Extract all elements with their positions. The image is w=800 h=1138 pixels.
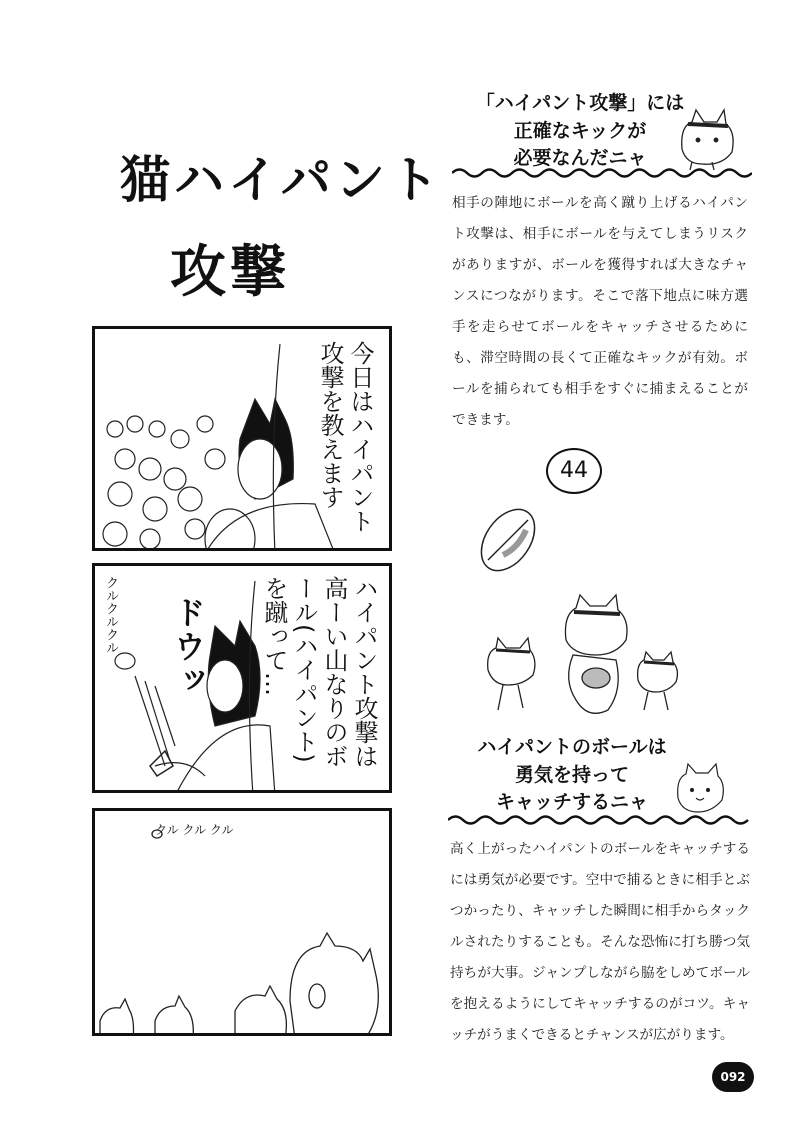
panel-1-speech-bubble: 今日はハイパント攻撃を教えます (316, 341, 374, 533)
spin-sound-effect: クル クル クル (155, 823, 234, 837)
heading-line: 必要なんだニャ (513, 147, 647, 170)
jumping-cats-illustration (478, 590, 708, 730)
section-1-body: 相手の陣地にボールを高く蹴り上げるハイパント攻撃は、相手にボールを与えてしまうリスクがありますが、ボールを獲得すれば大きなチャンスにつながります。そこで落下地点に味方選手を走らせてボールをキャッチさせるためにも、滞空時間の長くて正確なキックが有効。ボールを捕られても相手をすぐに捕まえることができます。 (452, 195, 748, 428)
heading-line: 正確なキックが (513, 119, 647, 142)
panel-2-speech-bubble: ハイパント攻撃は高ーい山なりのボール(ハイパント)を蹴って… (260, 576, 378, 768)
heading-line: キャッチするニャ (495, 791, 648, 814)
spin-sound-effect: クルクルクル (103, 576, 118, 654)
section-2-heading (452, 734, 692, 817)
panel-3-illustration (95, 811, 392, 1036)
page-title-line1: 猫ハイパント (120, 151, 443, 209)
heading-line: 「ハイパント攻撃」には (475, 92, 685, 114)
wavy-divider (452, 166, 752, 180)
flipbook-page-number: 44 (546, 448, 602, 494)
rugby-ball-icon (468, 500, 548, 580)
cat-mascot-icon (666, 758, 736, 818)
page-number: 092 (712, 1062, 754, 1092)
section-2-body: 高く上がったハイパントのボールをキャッチするには勇気が必要です。空中で捕るときに相手とぶつかったり、キャッチした瞬間に相手からタックルされたりすることも。そんな恐怖に打ち勝つ気持ちが大事。ジャンプしながら脇をしめてボールを抱えるようにしてキャッチするのがコツ。キャッチがうまくできるとチャンスが広がります。 (450, 841, 750, 1043)
kick-sound-effect: ドウッ (169, 596, 207, 698)
heading-line: 勇気を持って (514, 763, 629, 786)
comic-panel-2 (92, 563, 392, 793)
cat-mascot-icon (662, 104, 752, 174)
heading-line: ハイパントのボールは (477, 736, 667, 758)
page-title-line2: 攻撃 (170, 240, 290, 305)
comic-panel-3 (92, 808, 392, 1036)
wavy-divider (448, 813, 753, 827)
comic-panel-1 (92, 326, 392, 551)
